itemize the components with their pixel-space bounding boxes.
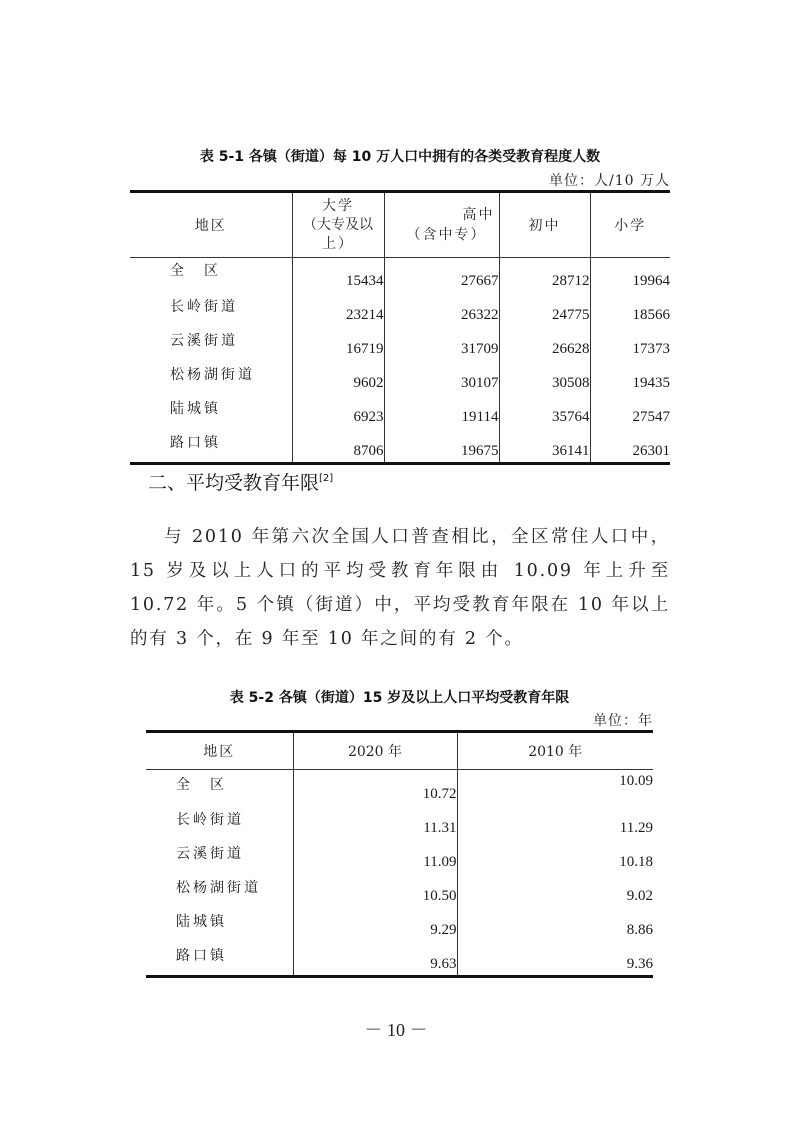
table2-header-2020: 2020 年 (293, 732, 457, 770)
table-row (130, 292, 670, 326)
table1-header-high (384, 192, 499, 258)
table-row (146, 770, 653, 806)
college-cell: 23214 (292, 292, 384, 326)
table1-header-high-line2: （含中专） (406, 227, 487, 243)
middle-cell: 28712 (499, 258, 590, 293)
middle-cell: 35764 (499, 394, 590, 428)
table1-caption: 表 5-1 各镇（街道）每 10 万人口中拥有的各类受教育程度人数 (199, 149, 601, 165)
year-2010-cell: 8.86 (457, 907, 653, 941)
footnote-ref: [2] (319, 473, 334, 484)
table-row (130, 394, 670, 428)
region-cell: 陆城镇 (176, 914, 227, 930)
primary-cell: 26301 (590, 428, 670, 464)
table1-header-college-line1: 大学 (322, 197, 354, 214)
year-2020-cell: 10.50 (293, 873, 457, 907)
table-row (130, 326, 670, 360)
table2 (146, 730, 653, 978)
college-cell: 9602 (292, 360, 384, 394)
high-cell: 19675 (384, 428, 499, 464)
table1-unit: 单位：人/10 万人 (549, 173, 670, 189)
year-2010-cell: 11.29 (457, 805, 653, 839)
year-2020-cell: 9.63 (293, 941, 457, 977)
region-cell: 松杨湖街道 (176, 880, 261, 896)
high-cell: 26322 (384, 292, 499, 326)
table1 (130, 190, 670, 465)
region-cell: 路口镇 (146, 941, 293, 977)
region-cell: 松杨湖街道 (170, 367, 255, 383)
year-2020-cell: 9.29 (293, 907, 457, 941)
year-2020-cell: 11.09 (293, 839, 457, 873)
high-cell: 30107 (384, 360, 499, 394)
table-row (146, 839, 653, 873)
primary-cell: 18566 (590, 292, 670, 326)
year-2010-cell: 9.36 (457, 941, 653, 977)
primary-cell: 19435 (590, 360, 670, 394)
year-2010-cell: 10.18 (457, 839, 653, 873)
table1-header-high-line1: 高中 (462, 207, 495, 223)
table2-header-region: 地区 (203, 744, 236, 760)
college-cell: 8706 (292, 428, 384, 464)
region-cell: 全 区 (170, 263, 221, 279)
table1-header-row (130, 192, 670, 258)
region-cell: 长岭街道 (176, 812, 244, 828)
primary-cell: 17373 (590, 326, 670, 360)
table2-header-2010: 2010 年 (457, 732, 653, 770)
table-row (146, 873, 653, 907)
table2-header-row (146, 732, 653, 770)
table-row (130, 428, 670, 464)
table-row (146, 941, 653, 977)
primary-cell: 27547 (590, 394, 670, 428)
table1-header-college (292, 192, 384, 258)
college-cell: 16719 (292, 326, 384, 360)
table-row (130, 258, 670, 293)
table1-header-college-line2: （大专及以 (303, 216, 373, 233)
region-cell: 全 区 (176, 777, 227, 793)
middle-cell: 36141 (499, 428, 590, 464)
year-2010-cell: 9.02 (457, 873, 653, 907)
table-row (130, 360, 670, 394)
college-cell: 6923 (292, 394, 384, 428)
table-row (146, 907, 653, 941)
middle-cell: 30508 (499, 360, 590, 394)
table1-header-middle: 初中 (499, 192, 590, 258)
table1-header-college-line3: 上） (322, 235, 354, 252)
high-cell: 31709 (384, 326, 499, 360)
table-row (146, 805, 653, 839)
region-cell: 长岭街道 (170, 299, 238, 315)
page-number: － 10 － (364, 1020, 428, 1040)
year-2020-cell: 11.31 (293, 805, 457, 839)
year-2020-cell: 10.72 (293, 770, 457, 806)
middle-cell: 26628 (499, 326, 590, 360)
section-heading (148, 468, 333, 495)
table1-header-region: 地区 (194, 218, 227, 234)
college-cell: 15434 (292, 258, 384, 293)
high-cell: 27667 (384, 258, 499, 293)
region-cell: 云溪街道 (170, 333, 238, 349)
year-2010-cell: 10.09 (457, 770, 653, 806)
primary-cell: 19964 (590, 258, 670, 293)
body-paragraph: 与 2010 年第六次全国人口普查相比，全区常住人口中，15 岁及以上人口的平均受教育年限由 10.09 年上升至 10.72 年。5 个镇（街道）中，平均受教育年限在 10 年以上的有 3 个，在 9 年至 10 年之间的有 2 个。 (130, 527, 670, 649)
high-cell: 19114 (384, 394, 499, 428)
region-cell: 陆城镇 (170, 401, 221, 417)
table2-unit: 单位：年 (593, 713, 653, 729)
region-cell: 路口镇 (130, 428, 292, 464)
table1-header-primary: 小学 (590, 192, 670, 258)
region-cell: 云溪街道 (176, 846, 244, 862)
table2-caption: 表 5-2 各镇（街道）15 岁及以上人口平均受教育年限 (229, 690, 570, 706)
middle-cell: 24775 (499, 292, 590, 326)
section-heading-text: 二、平均受教育年限 (148, 472, 320, 494)
